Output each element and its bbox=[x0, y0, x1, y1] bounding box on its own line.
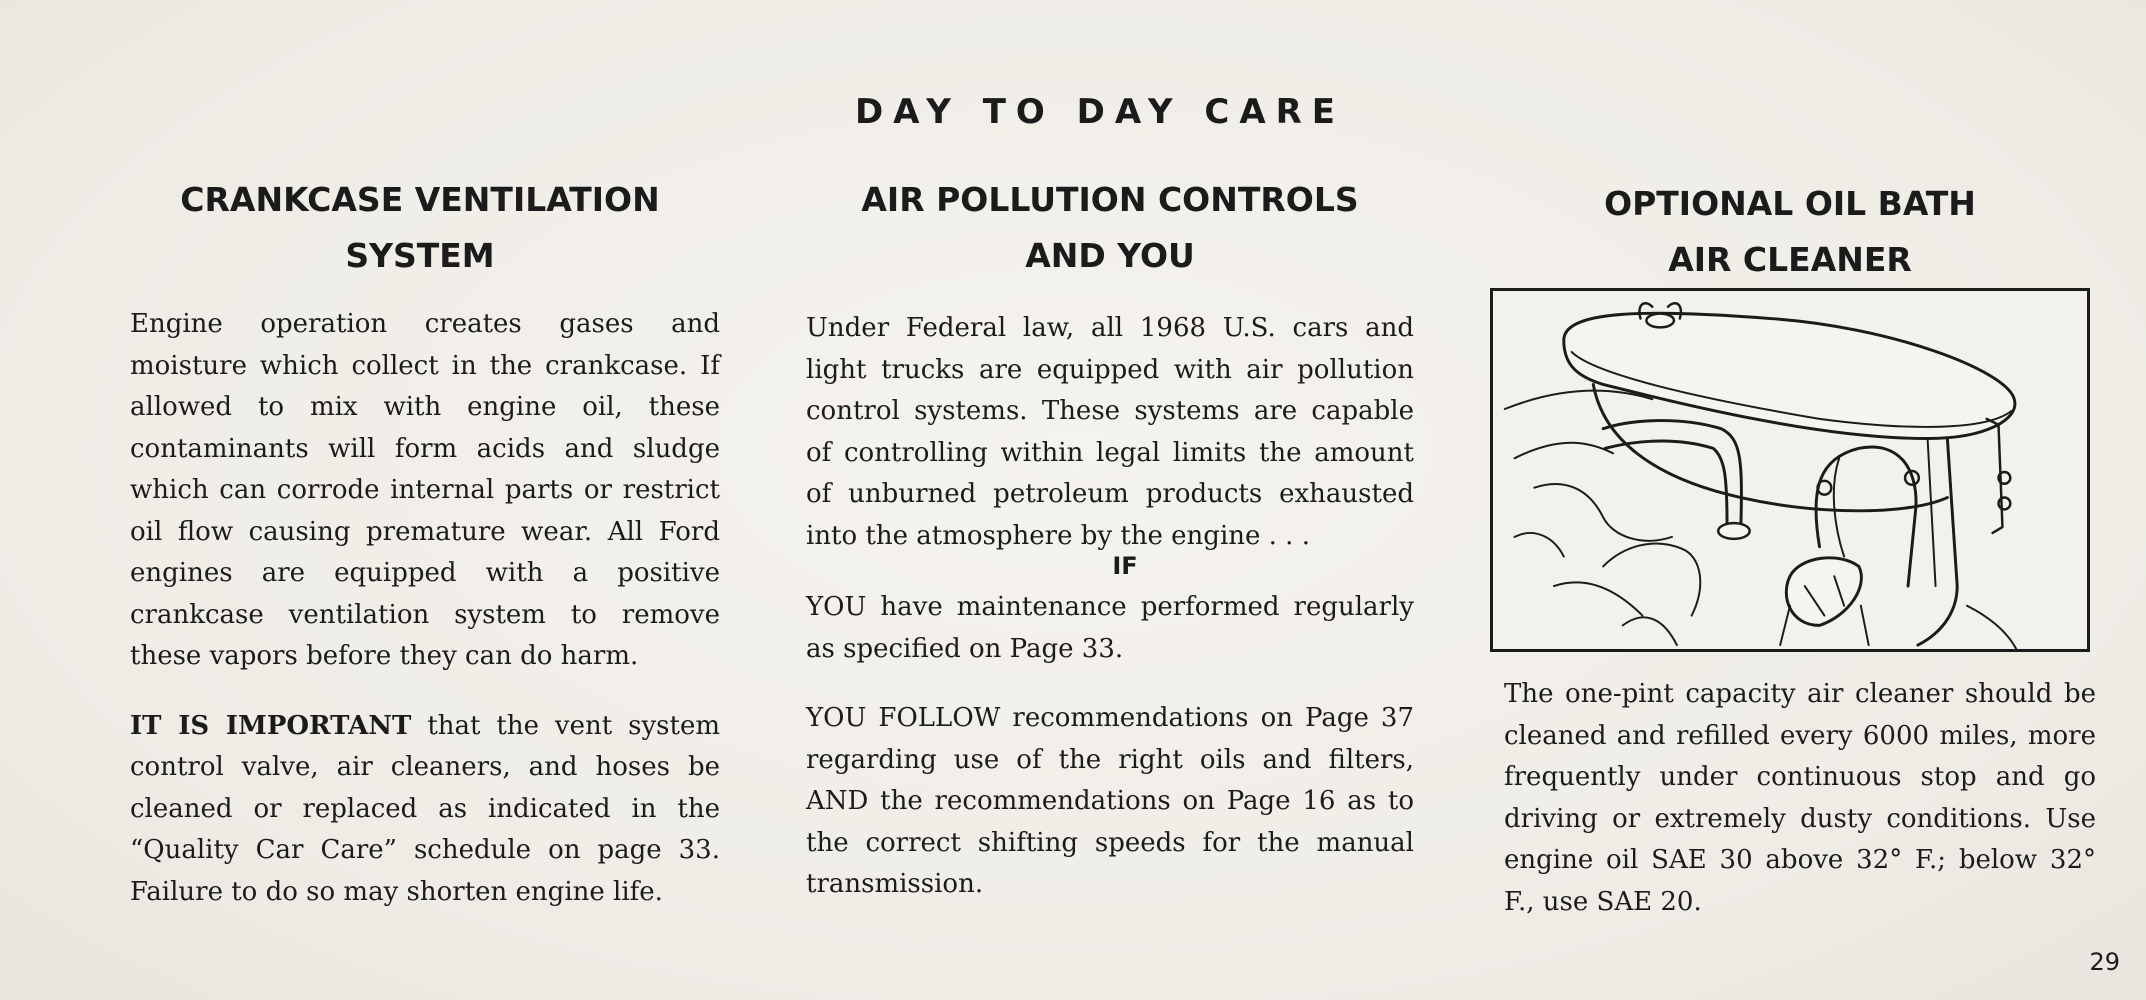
paragraph bbox=[130, 706, 720, 914]
heading-line: CRANKCASE VENTILATION bbox=[180, 180, 660, 219]
page-title: DAY TO DAY CARE bbox=[854, 92, 1346, 132]
air-pollution-controls-text bbox=[806, 308, 1414, 906]
heading-line: SYSTEM bbox=[345, 236, 495, 275]
air-pollution-controls-heading bbox=[800, 172, 1420, 284]
heading-line: OPTIONAL OIL BATH bbox=[1604, 184, 1976, 223]
heading-line: AIR POLLUTION CONTROLS bbox=[861, 180, 1359, 219]
paragraph-text: that the vent system control valve, air cleaners, and hoses be cleaned or replaced as indicated in the “Quality Car Care” schedule on page 33. Failure to do so may shorten engine life. bbox=[130, 710, 720, 907]
paragraph: YOU have maintenance performed regularly as specified on Page 33. bbox=[806, 592, 1414, 664]
heading-line: AND YOU bbox=[1025, 236, 1195, 275]
oil-bath-air-cleaner-heading bbox=[1500, 176, 2080, 288]
heading-line: AIR CLEANER bbox=[1668, 240, 1912, 279]
paragraph: The one-pint capacity air cleaner should be cleaned and refilled every 6000 miles, more frequently under continuous stop and go driving or extremely dusty conditions. Use engine oil SAE 30 above 32° F.; below 32° F., use SAE 20. bbox=[1504, 679, 2096, 917]
emphasis: IT IS IMPORTANT bbox=[130, 710, 412, 741]
crankcase-ventilation-heading bbox=[130, 172, 710, 284]
if-label: IF bbox=[1112, 552, 1138, 580]
crankcase-ventilation-text bbox=[130, 304, 720, 913]
paragraph: Under Federal law, all 1968 U.S. cars and light trucks are equipped with air pollution control systems. These systems are capable of controlling within legal limits the amount of unburned petroleum products exhausted into the atmosphere by the engine . . . bbox=[806, 313, 1414, 551]
oil-bath-air-cleaner-illustration bbox=[1490, 288, 2090, 652]
oil-bath-air-cleaner-text bbox=[1504, 674, 2096, 923]
page-number: 29 bbox=[2089, 948, 2120, 976]
air-cleaner-drawing bbox=[1493, 291, 2087, 649]
paragraph: YOU FOLLOW recommendations on Page 37 regarding use of the right oils and filters, AND the recommendations on Page 16 as to the correct shifting speeds for the manual transmission. bbox=[806, 703, 1414, 899]
paragraph: Engine operation creates gases and moisture which collect in the crankcase. If allowed to mix with engine oil, these contaminants will form acids and sludge which can corrode internal parts or restrict oil flow causing premature wear. All Ford engines are equipped with a positive crankcase ventilation system to remove these vapors before they can do harm. bbox=[130, 309, 720, 671]
